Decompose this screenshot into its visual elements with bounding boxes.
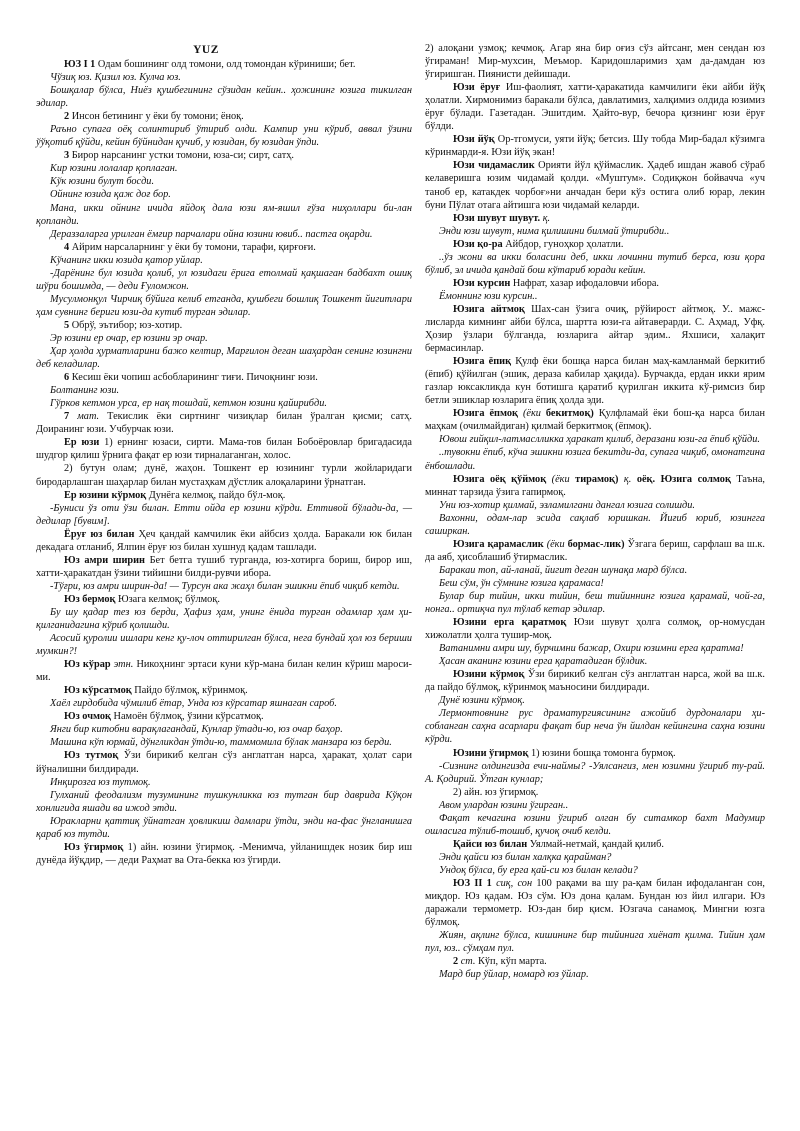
- headword: 6: [64, 372, 70, 384]
- usage-note: қ.: [540, 212, 551, 224]
- entry-text: Уни юз-хотир қилмай, эзламилгани дангал юзига солишди.: [439, 499, 695, 511]
- example-line: [36, 723, 412, 736]
- entry-paragraph: [425, 212, 765, 225]
- entry-paragraph: [36, 110, 412, 123]
- entry-paragraph: [425, 355, 765, 407]
- example-line: [36, 84, 412, 110]
- entry-text: Юзи шувут ҳолга солмоқ, ор-номусдан хижолатли ҳолга тушир-моқ.: [425, 617, 765, 642]
- entry-text: -Буниси ўз оти ўзи билан. Етти ойда ер юзини кўрди. Еттивой бўлади-да, — дедилар [бувим].: [36, 502, 412, 527]
- example-line: [425, 512, 765, 538]
- headword: Юзи курсин: [453, 277, 511, 289]
- entry-text: Кўчанинг икки юзида қатор уйлар.: [50, 254, 203, 266]
- entry-text: Иш-фаолият, хатти-ҳаракатида камчилиги ёки айби йўқ ҳолатли. Хирмонимиз баракали бўлса, давлатимиз, халқимиз олдида юзимиз ёруғ бўлади. Газетадан. Эшитдим. Ҳайто-вур, бечора қизнинг юзи ёруғ бўлди.: [425, 82, 765, 133]
- example-line: [36, 332, 412, 345]
- headword: 1: [482, 878, 492, 889]
- headword: Юз амри ширин: [64, 554, 145, 566]
- example-line: [36, 188, 412, 201]
- entry-text: Мард бир ўйлар, номард юз ўйлар.: [439, 969, 589, 981]
- entry-text: Намоён бўлмоқ, ўзини кўрсатмоқ.: [110, 711, 264, 723]
- headword: Юз кўрар: [64, 659, 111, 671]
- entry-paragraph: [36, 489, 412, 502]
- usage-note: сиқ,: [491, 878, 514, 889]
- entry-text: Чўзиқ юз. Қизил юз. Кулча юз.: [50, 72, 181, 84]
- entry-text: Фақат кечагина юзини ўгириб олган бу ситамкор бахт Мадумир ошласига тўлиб-тошиб, қучоқ очиб келди.: [425, 812, 765, 837]
- usage-note: (ёки: [546, 473, 570, 485]
- entry-text: Баракаи топ, ай-ланай, йигит деган шунақа мард бўлса.: [439, 564, 688, 576]
- headword: 5: [64, 319, 70, 331]
- entry-text: Қулфламай ёки бош-қа нарса билан маҳкам (очилмайдиган) қилмай беркитмоқ (ёпмоқ).: [425, 408, 766, 433]
- entry-paragraph: [425, 81, 765, 133]
- entry-text: Уялмай-нетмай, қандай қилиб.: [527, 838, 664, 850]
- headword: Юз тутмоқ: [64, 750, 119, 762]
- entry-text: Дунёга келмоқ, пайдо бўл-моқ.: [146, 489, 286, 501]
- entry-text: 1) ернинг юзаси, сирти. Мама-тов билан Бобоёровлар бригадасида шудгор қилиш ўрнига фақат ер юзи тирналаганган, холос.: [36, 437, 412, 462]
- example-line: [36, 254, 412, 267]
- example-line: [425, 864, 765, 877]
- entry-text: Обрў, эътибор; юз-хотир.: [69, 319, 183, 331]
- entry-text: Нафрат, хазар ифодаловчи ибора.: [510, 277, 660, 289]
- example-line: [425, 799, 765, 812]
- entry-text: Мусулмонқул Чирчиқ бўйига келиб етганда, қушбеги бошлиқ Тошкент йигитлари ҳам сувнинг бериги юзи-да кутиб турган эдилар.: [36, 293, 412, 318]
- headword: Юзини ўгирмоқ: [453, 747, 529, 759]
- headword: Юз кўрсатмоқ: [64, 685, 132, 697]
- example-line: [425, 290, 765, 303]
- entry-text: Орияти йўл қўймаслик. Ҳадеб ишдан жавоб сўраб келаверишга юзим чидамай қолди. «Муштум». Содиқжон бойвачча «уч таноб ер, катакдек чорбоғ»ни анчадан бери кўз остига олиб юрар, лекин буни Пўлат отага айтишга юзи чидамай келарди.: [425, 160, 765, 211]
- headword: Юзига айтмоқ: [453, 303, 525, 315]
- entry-text: 2) айн. юз ўгирмоқ.: [453, 786, 539, 798]
- entry-text: Машина кўп юрмай, дўнгликдан ўтди-ю, таммомила бўлак манзара юз берди.: [50, 737, 392, 749]
- example-line: [36, 267, 412, 293]
- entry-paragraph: [36, 554, 412, 580]
- entry-text: Беш сўм, ўн сўмнинг юзига қарамаса!: [439, 577, 604, 589]
- example-line: [425, 499, 765, 512]
- entry-paragraph: [425, 538, 765, 564]
- entry-paragraph: [36, 841, 412, 867]
- headword: Юзи чидамаслик: [453, 160, 535, 172]
- entry-text: Янги бир китобни варақлагандай, Кунлар ўтади-ю, юз очар баҳор.: [50, 724, 343, 736]
- entry-text: Гўрков кетмон урса, ер нақ тошдай, кетмон юзини қайирибди.: [50, 398, 327, 410]
- entry-text: Дераззаларга урилган ёмғир парчалари ойна юзини ювиб.. пастга оқарди.: [50, 228, 373, 240]
- example-line: [425, 707, 765, 746]
- example-line: [36, 736, 412, 749]
- example-line: [425, 851, 765, 864]
- entry-text: Юзага келмоқ; бўлмоқ.: [115, 593, 220, 605]
- usage-note: (ёки: [517, 408, 541, 420]
- left-column: [36, 58, 412, 867]
- entry-text: ..тувокни ёпиб, кўча эшикни юзига бекитди-да, супага чиқиб, омонатгина ёнбошлади.: [425, 447, 766, 472]
- entry-text: Текислик ёки сиртнинг чизиқлар билан ўралган қисми; сатҳ. Доиранинг юзи. Учбурчак юзи.: [36, 411, 412, 436]
- headword: бекитмоқ): [540, 408, 594, 420]
- entry-text: Таъна, миннат тарзида ўзига гапирмоқ.: [425, 473, 765, 498]
- entry-text: 1) айн. юзини ўгирмоқ. -Менимча, уйланишдек нозик бир иш дунёда йўқдир, — деди Раҳмат ва Ота-бекка юз ўгирди.: [36, 841, 412, 866]
- entry-text: -Тўғри, юз амри ширин-да! — Турсун ака жаҳл билан эшикни ёпиб чиқиб кетди.: [50, 580, 400, 592]
- headword: 3: [64, 150, 70, 162]
- entry-text: Ювош ғийқил-латмаслликка ҳаракат қилиб, деразани юзи-га ёпиб қўйди.: [439, 434, 760, 446]
- entry-text: Шах-сан ўзига очиқ, рўйирост айтмоқ. У.. мажс-лисларда кимнинг айби бўлса, шартта юзи-га айтаверарди. С. Аҳмад, Уфқ. Ҳозир ўзлари бўлганда, юзларига айтар эдим.. Яхшиси, халақит бермасинлар.: [425, 303, 765, 355]
- example-line: [36, 776, 412, 789]
- example-line: [36, 71, 412, 84]
- entry-text: 100 рақами ва шу ра-қам билан ифодаланган сон, миқдор. Юз қадам. Юз сўм. Юз дона қалам. Бундан юз йил илгари. Юз даражали термометр. Юз-дан бир қисм. Юзгача санамоқ. Мингни юзга бўлмоқ.: [425, 878, 766, 929]
- entry-text: Юракларни қаттиқ ўйнатган ҳовликиш дамлари ўтди, энди на-фас ўнгланишга қараб юз тутди.: [36, 815, 412, 840]
- entry-text: Вахонни, одам-лар эсида сақлаб юришкан. Йиғиб юриб, юзингга саширкан.: [425, 512, 765, 537]
- entry-text: Хаёл гирдобида чўмилиб ётар, Унда юз кўрсатар яшнаган сароб.: [50, 698, 337, 710]
- headword: бормас-лик): [564, 538, 625, 550]
- example-line: [36, 162, 412, 175]
- headword: Юзи ёруғ: [453, 82, 501, 94]
- entry-paragraph: [36, 410, 412, 436]
- example-line: [425, 577, 765, 590]
- entry-text: Ойнинг юзида қаж доғ бор.: [50, 189, 171, 201]
- example-line: [36, 632, 412, 658]
- entry-text: Мана, икки ойнинг ичида яйдоқ дала юзи ям-яшил ғўза ниҳоллари би-лан қопланди.: [36, 202, 412, 227]
- example-line: [36, 228, 412, 241]
- entry-text: Инсон бетининг у ёки бу томони; ёноқ.: [69, 111, 244, 123]
- example-line: [425, 251, 765, 277]
- example-line: [425, 929, 765, 955]
- headword: Ер юзи: [64, 437, 100, 449]
- entry-text: Жиян, ақлинг бўлса, кишининг бир тийинига хиёнат қилма. Тийин ҳам пул, юз.. сўмҳам пул.: [425, 930, 765, 955]
- entry-text: -Дарёнинг бул юзида қолиб, ул юзидаги ёрига етолмай қақшаган бадбахт ошиқ шўри бошимда, — деди Ғуломжон.: [36, 267, 412, 292]
- entry-text: 2) бутун олам; дунё, жаҳон. Тошкент ер юзининг турли жойларидаги биродарлашган шаҳарлар билан мустаҳкам дўстлик алоқаларини ўрнатган.: [36, 463, 412, 488]
- entry-paragraph: [425, 238, 765, 251]
- example-line: [36, 175, 412, 188]
- entry-text: Ҳасан аканинг юзини ерга қаратадиган бўлдик.: [439, 656, 648, 668]
- example-line: [425, 812, 765, 838]
- entry-text: Кир юзини лолалар қоплаган.: [50, 163, 178, 175]
- entry-paragraph: [425, 955, 765, 968]
- headword: ЮЗ I 1: [64, 59, 96, 70]
- entry-text: ..ўз жони ва икки боласини деб, икки лочинни тутиб берса, юзи қора бўлиб, эл ичида қандай бош кўтариб юради кейин.: [425, 251, 765, 276]
- example-line: [36, 789, 412, 815]
- page-title: YUZ: [193, 44, 219, 56]
- entry-paragraph: [36, 528, 412, 554]
- entry-paragraph: [36, 658, 412, 684]
- example-line: [425, 446, 765, 472]
- entry-text: Болтанинг юзи.: [50, 385, 120, 397]
- example-line: [36, 815, 412, 841]
- entry-text: Ёмоннинг юзи курсин..: [439, 290, 538, 302]
- entry-text: Ҳар ҳолда ҳурматларини бажо келтир, Марғилон деган шаҳардан сенинг юзингни деб келадилар.: [36, 346, 412, 371]
- headword: Юзига оёқ қўймоқ: [453, 473, 547, 485]
- entry-text: Кесиш ёки чопиш асбобларининг тиғи. Пичоқнинг юзи.: [69, 372, 318, 384]
- entry-text: Бет бетга тушиб турганда, юз-хотирга бориш, бирор иш, хатти-ҳаракатдан ўзини тийишни билди-рувчи ибора.: [36, 554, 413, 579]
- entry-text: Ундоқ бўлса, бу ерга қай-си юз билан келади?: [439, 864, 638, 876]
- usage-note: (ёки: [543, 538, 565, 550]
- entry-text: Кўп, кўп марта.: [475, 956, 547, 968]
- entry-paragraph: [425, 616, 765, 642]
- headword: Ёруғ юз билан: [64, 528, 135, 540]
- example-line: [36, 202, 412, 228]
- entry-paragraph: [36, 371, 412, 384]
- example-line: [36, 345, 412, 371]
- headword: 2: [453, 956, 459, 968]
- right-column: [425, 42, 765, 981]
- entry-text: Авом улардан юзини ўгирган..: [439, 799, 569, 811]
- entry-text: -Сизнинг олдингизда ечи-наймы? -Уялсангиз, мен юзимни ўгириб ту-рай. А. Қодирий. Ўтган кунлар;: [425, 760, 765, 785]
- entry-paragraph: [425, 159, 765, 211]
- entry-text: Эр юзини ер очар, ер юзини эр очар.: [50, 332, 208, 344]
- entry-text: Асосий қуролии ишлари кенг қу-лоч оттирилган бўлса, нега бундай ҳол юз бериши мумкин?!: [36, 633, 412, 658]
- example-line: [36, 397, 412, 410]
- entry-text: Булар бир тийин, икки тийин, беш тийиннинг юзига қарамай, чой-га, нонга.. ортиқча пул тўлаб кетар эдилар.: [425, 590, 765, 616]
- entry-paragraph: [36, 241, 412, 254]
- entry-text: Пайдо бўлмоқ, кўринмоқ.: [131, 685, 248, 697]
- entry-paragraph: [36, 58, 412, 71]
- usage-note: этн.: [110, 659, 134, 671]
- usage-note: қ.: [618, 473, 632, 485]
- example-line: [425, 760, 765, 786]
- example-line: [36, 293, 412, 319]
- entry-paragraph: [425, 473, 765, 499]
- entry-paragraph: [425, 42, 765, 81]
- entry-paragraph: [425, 838, 765, 851]
- headword: Юз очмоқ: [64, 711, 111, 723]
- entry-paragraph: [425, 877, 765, 929]
- example-line: [425, 433, 765, 446]
- entry-paragraph: [36, 684, 412, 697]
- headword: Юзини кўрмоқ: [453, 669, 525, 681]
- headword: Юз ўгирмоқ: [64, 841, 124, 853]
- entry-paragraph: [36, 462, 412, 488]
- example-line: [36, 580, 412, 593]
- entry-paragraph: [425, 668, 765, 694]
- headword: шувут.: [506, 212, 541, 224]
- entry-paragraph: [425, 303, 765, 355]
- entry-paragraph: [36, 149, 412, 162]
- entry-text: 1) юзини бошқа томонга бурмоқ.: [528, 747, 676, 759]
- example-line: [36, 502, 412, 528]
- entry-text: Гулханий феодализм тузумининг тушкунликка юз тутган бир даврида Кўқон хонлигида яшади ва ижод этди.: [36, 789, 412, 814]
- headword: 7: [64, 411, 70, 423]
- example-line: [425, 642, 765, 655]
- entry-paragraph: [36, 436, 412, 462]
- headword: Юзини ерга қаратмоқ: [453, 617, 567, 629]
- usage-note: сон: [513, 878, 533, 889]
- headword: Юзига ёпиқ: [453, 356, 512, 368]
- entry-paragraph: [425, 133, 765, 159]
- example-line: [425, 655, 765, 668]
- headword: Юз бермоқ: [64, 593, 116, 605]
- entry-text: Кўк юзини булут босди.: [50, 176, 155, 188]
- entry-text: Ўзгага бериш, сарфлаш ва ш.к. да аяб, ҳисоблашиб ўтирмаслик.: [425, 538, 765, 563]
- entry-paragraph: [425, 786, 765, 799]
- entry-text: Одам бошининг олд томони, олд томондан кўриниши; бет.: [95, 59, 356, 70]
- headword: оёқ. Юзига солмоқ: [631, 473, 731, 485]
- entry-text: Энди юзи шувут, нима қилишини билмай ўтирибди..: [439, 225, 670, 237]
- entry-text: Лермонтовнинг рус драматургиясининг ажойиб дурдоналари ҳи-собланган саҳна асарлари фақат бир неча ўн йилдан кейингина саҳна юзини кўрди.: [425, 708, 765, 746]
- headword: Юзига қарамаслик: [453, 538, 544, 550]
- entry-text: Дунё юзини кўрмоқ.: [439, 695, 525, 707]
- entry-paragraph: [425, 277, 765, 290]
- usage-note: мат.: [69, 411, 100, 423]
- headword: Юзи қо-ра: [453, 238, 503, 250]
- headword: Юзи шувут: [453, 212, 507, 224]
- entry-text: Бошқалар бўлса, Ниёз қушбегининг сўзидан кейин.. ҳожининг юзига тикилган эдилар.: [36, 85, 412, 110]
- entry-paragraph: [36, 749, 412, 775]
- entry-text: Бу шу қадар тез юз берди, Ҳафиз ҳам, унинг ёнида турган одамлар ҳам ҳи-қилганидагина кўриб қолишди.: [36, 606, 412, 632]
- entry-text: 2) алоқани узмоқ; кечмоқ. Агар яна бир оғиз сўз айтсанг, мен сендан юз ўгираман! Мир-мухсин, Меъмор. Каридошларимиз ҳам да-дамдан юз ўгиришган. Пиянисти дейишади.: [425, 43, 765, 81]
- headword: тирамоқ): [569, 473, 619, 485]
- headword: Юзига ёпмоқ: [453, 408, 518, 420]
- example-line: [425, 590, 765, 616]
- entry-text: Ор-тгомуси, уяти йўқ; бетсиз. Шу тобда Мир-бадал кўзимга кўринмарди-я. Юзи йўқ экан!: [425, 134, 765, 159]
- example-line: [425, 694, 765, 707]
- example-line: [425, 968, 765, 981]
- headword: ЮЗ II: [453, 878, 483, 889]
- usage-note: ст.: [458, 956, 476, 968]
- entry-paragraph: [36, 319, 412, 332]
- entry-text: Ўзи бирикиб келган сўз англатган нарса, ҳаракат, ҳолат сари йўналишни билдиради.: [36, 750, 412, 775]
- headword: 2: [64, 111, 70, 123]
- entry-paragraph: [425, 407, 765, 433]
- entry-text: Раъно супага оёқ солинтириб ўтириб олди. Кампир уни кўриб, аввал ўзини ўўқотиб қўйди, кейин бўйнидан қучиб, у юзидан, бу юзидан ўпди.: [36, 124, 412, 149]
- entry-paragraph: [425, 747, 765, 760]
- example-line: [36, 384, 412, 397]
- entry-text: Ватанимни амри шу, бурчимни бажар, Охири юзимни ерга қаратма!: [439, 643, 744, 655]
- example-line: [425, 564, 765, 577]
- headword: 4: [64, 241, 70, 253]
- entry-paragraph: [36, 710, 412, 723]
- entry-text: Инқирозга юз тутмоқ.: [50, 776, 151, 788]
- entry-text: Энди қайси юз билан халқка қарайман?: [439, 851, 612, 863]
- entry-text: Никоҳнинг эртаси куни кўр-мана билан келин кўриш мароси-ми.: [36, 659, 412, 684]
- entry-text: Ўзи бирикиб келган сўз англатган нарса, жой ва ш.к. да пайдо бўлмоқ, кўринмоқ маъносини билдиради.: [425, 669, 766, 694]
- headword: Ер юзини кўрмоқ: [64, 489, 147, 501]
- entry-text: Айрим нарсаларнинг у ёки бу томони, тарафи, қирғоғи.: [69, 241, 316, 253]
- entry-paragraph: [36, 593, 412, 606]
- headword: Қайси юз билан: [453, 838, 528, 850]
- entry-text: Қулф ёки бошқа нарса билан маҳ-камланмай беркитиб (ёпиб) қўйилган (эшик, дераза кабилар ҳақида). Бурчакда, ердан икки ярим газлар юксакликда кун ботишга қаратиб қурилган иккита кў-римсиз бир бетли эшиклар юзларига ёпиқ ҳолда эди.: [425, 356, 765, 407]
- example-line: [36, 606, 412, 632]
- entry-text: Бирор нарсанинг устки томони, юза-си; сирт, сатҳ.: [69, 150, 294, 162]
- entry-text: Айбдор, гуноҳкор ҳолатли.: [502, 238, 624, 250]
- example-line: [36, 697, 412, 710]
- example-line: [36, 123, 412, 149]
- example-line: [425, 225, 765, 238]
- entry-text: Ҳеч қандай камчилик ёки айбсиз ҳолда. Баракали юк билан декадага отланиб, Ялпин ёруғ юз билан хушнуд қадам ташлади.: [36, 528, 412, 553]
- headword: Юзи йўқ: [453, 134, 495, 146]
